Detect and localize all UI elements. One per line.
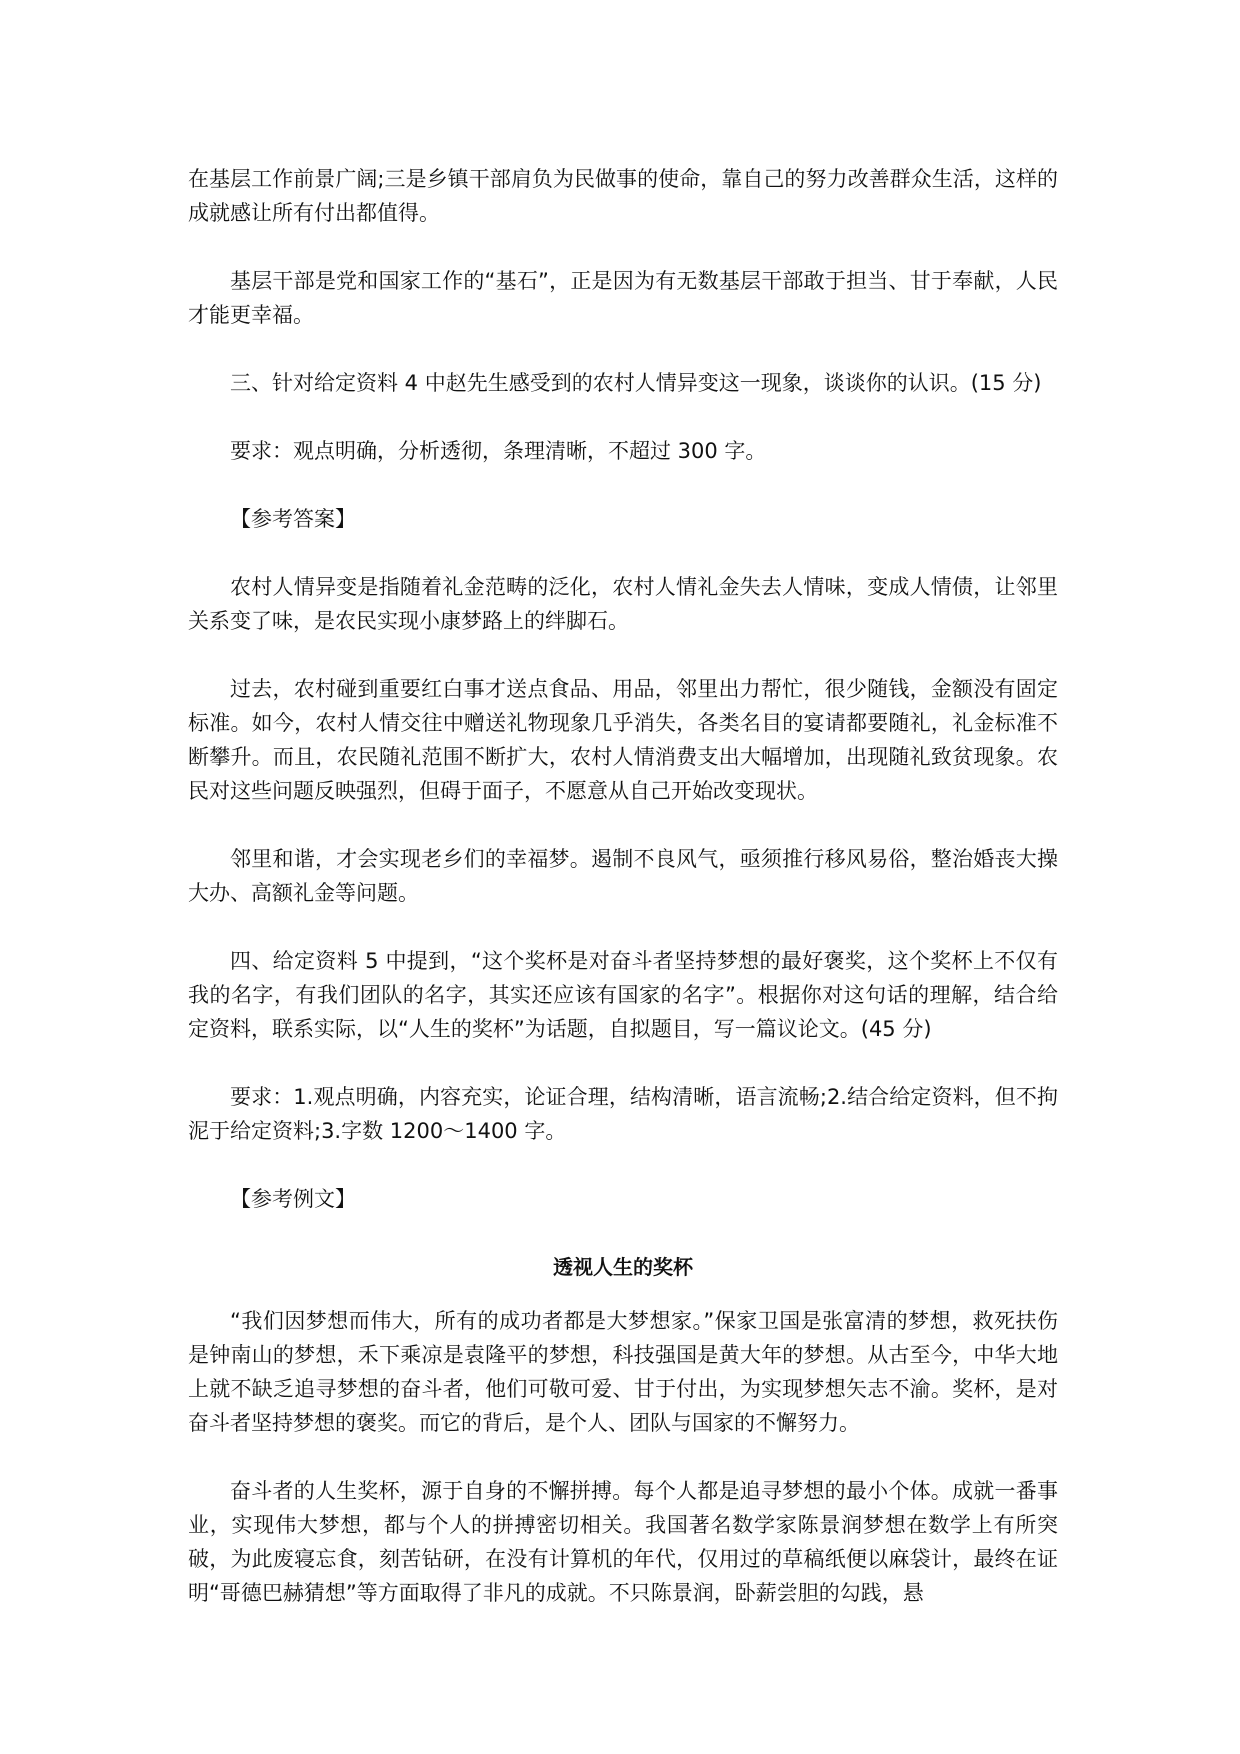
essay-title: 透视人生的奖杯 <box>553 1255 693 1279</box>
question-four-requirements: 要求：1.观点明确，内容充实，论证合理，结构清晰，语言流畅;2.结合给定资料，但不拘泥于给定资料;3.字数 1200～1400 字。 <box>188 1085 1058 1143</box>
question-three-requirements: 要求：观点明确，分析透彻，条理清晰，不超过 300 字。 <box>230 439 767 463</box>
paragraph-continuation: 在基层工作前景广阔;三是乡镇干部肩负为民做事的使命，靠自己的努力改善群众生活，这样的成就感让所有付出都值得。 <box>188 167 1058 225</box>
paragraph-grassroots-cadres: 基层干部是党和国家工作的“基石”，正是因为有无数基层干部敢于担当、甘于奉献，人民才能更幸福。 <box>188 269 1058 327</box>
document-page <box>188 162 1058 1610</box>
essay-paragraph-2: 奋斗者的人生奖杯，源于自身的不懈拼搏。每个人都是追寻梦想的最小个体。成就一番事业，实现伟大梦想，都与个人的拼搏密切相关。我国著名数学家陈景润梦想在数学上有所突破，为此废寝忘食，刻苦钻研，在没有计算机的年代，仅用过的草稿纸便以麻袋计，最终在证明“哥德巴赫猜想”等方面取得了非凡的成就。不只陈景润，卧薪尝胆的勾践，悬 <box>188 1479 1058 1605</box>
question-four: 四、给定资料 5 中提到，“这个奖杯是对奋斗者坚持梦想的最好褒奖，这个奖杯上不仅有我的名字，有我们团队的名字，其实还应该有国家的名字”。根据你对这句话的理解，结合给定资料，联系实际，以“人生的奖杯”为话题，自拟题目，写一篇议论文。(45 分) <box>188 949 1058 1041</box>
answer-paragraph-3: 邻里和谐，才会实现老乡们的幸福梦。遏制不良风气，亟须推行移风易俗，整治婚丧大操大办、高额礼金等问题。 <box>188 847 1058 905</box>
reference-answer-heading: 【参考答案】 <box>230 507 356 531</box>
reference-essay-heading: 【参考例文】 <box>230 1187 356 1211</box>
answer-paragraph-1: 农村人情异变是指随着礼金范畴的泛化，农村人情礼金失去人情味，变成人情债，让邻里关系变了味，是农民实现小康梦路上的绊脚石。 <box>188 575 1058 633</box>
answer-paragraph-2: 过去，农村碰到重要红白事才送点食品、用品，邻里出力帮忙，很少随钱，金额没有固定标准。如今，农村人情交往中赠送礼物现象几乎消失，各类名目的宴请都要随礼，礼金标准不断攀升。而且，农民随礼范围不断扩大，农村人情消费支出大幅增加，出现随礼致贫现象。农民对这些问题反映强烈，但碍于面子，不愿意从自己开始改变现状。 <box>188 677 1058 803</box>
essay-paragraph-1: “我们因梦想而伟大，所有的成功者都是大梦想家。”保家卫国是张富清的梦想，救死扶伤是钟南山的梦想，禾下乘凉是袁隆平的梦想，科技强国是黄大年的梦想。从古至今，中华大地上就不缺乏追寻梦想的奋斗者，他们可敬可爱、甘于付出，为实现梦想矢志不渝。奖杯，是对奋斗者坚持梦想的褒奖。而它的背后，是个人、团队与国家的不懈努力。 <box>188 1309 1058 1435</box>
question-three: 三、针对给定资料 4 中赵先生感受到的农村人情异变这一现象，谈谈你的认识。(15 分) <box>230 371 1042 395</box>
